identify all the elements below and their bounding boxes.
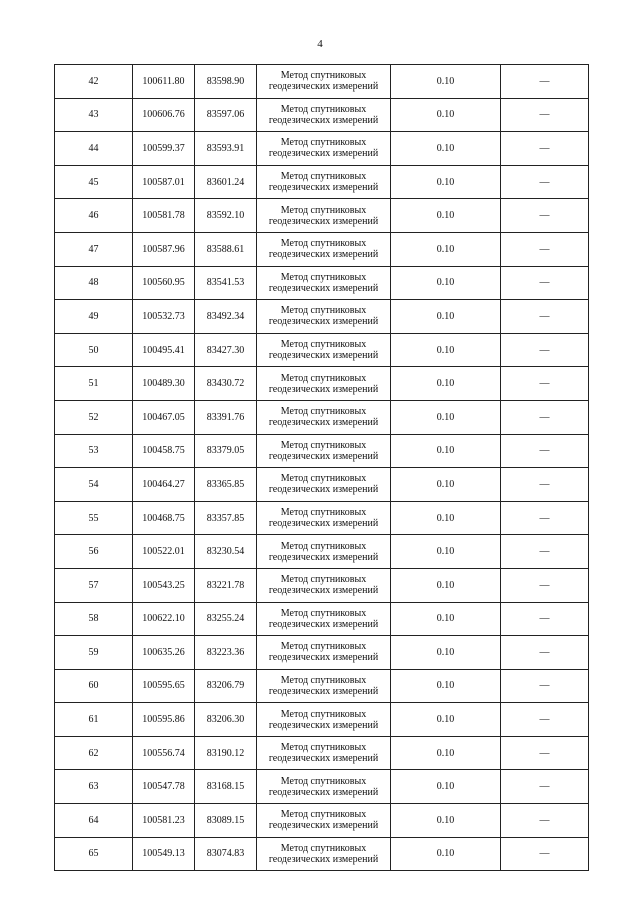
coordinates-table (54, 64, 589, 871)
coordinate-y-cell: 83357.85 (195, 501, 257, 535)
accuracy-cell: 0.10 (391, 501, 501, 535)
table-body (55, 65, 589, 871)
method-cell: Метод спутниковых геодезических измерений (257, 400, 391, 434)
table-row (55, 535, 589, 569)
table-row (55, 568, 589, 602)
note-cell: — (501, 568, 589, 602)
table-row (55, 602, 589, 636)
accuracy-cell: 0.10 (391, 736, 501, 770)
coordinate-x-cell: 100543.25 (133, 568, 195, 602)
table-row (55, 400, 589, 434)
note-cell: — (501, 535, 589, 569)
note-cell: — (501, 266, 589, 300)
coordinate-x-cell: 100606.76 (133, 98, 195, 132)
point-number-cell: 61 (55, 703, 133, 737)
coordinate-y-cell: 83089.15 (195, 804, 257, 838)
note-cell: — (501, 602, 589, 636)
note-cell: — (501, 232, 589, 266)
method-cell: Метод спутниковых геодезических измерений (257, 468, 391, 502)
coordinate-y-cell: 83593.91 (195, 132, 257, 166)
accuracy-cell: 0.10 (391, 703, 501, 737)
point-number-cell: 64 (55, 804, 133, 838)
accuracy-cell: 0.10 (391, 468, 501, 502)
point-number-cell: 56 (55, 535, 133, 569)
note-cell: — (501, 804, 589, 838)
accuracy-cell: 0.10 (391, 232, 501, 266)
accuracy-cell: 0.10 (391, 367, 501, 401)
method-cell: Метод спутниковых геодезических измерений (257, 636, 391, 670)
coordinate-x-cell: 100599.37 (133, 132, 195, 166)
table-row (55, 669, 589, 703)
point-number-cell: 58 (55, 602, 133, 636)
method-cell: Метод спутниковых геодезических измерений (257, 804, 391, 838)
accuracy-cell: 0.10 (391, 434, 501, 468)
method-cell: Метод спутниковых геодезических измерений (257, 300, 391, 334)
page-number: 4 (317, 38, 323, 50)
table-row (55, 165, 589, 199)
note-cell: — (501, 434, 589, 468)
coordinate-y-cell: 83430.72 (195, 367, 257, 401)
note-cell: — (501, 165, 589, 199)
coordinate-x-cell: 100581.23 (133, 804, 195, 838)
coordinate-y-cell: 83592.10 (195, 199, 257, 233)
coordinate-y-cell: 83541.53 (195, 266, 257, 300)
point-number-cell: 65 (55, 837, 133, 871)
accuracy-cell: 0.10 (391, 333, 501, 367)
coordinate-x-cell: 100560.95 (133, 266, 195, 300)
note-cell: — (501, 367, 589, 401)
point-number-cell: 60 (55, 669, 133, 703)
table-row (55, 468, 589, 502)
note-cell: — (501, 703, 589, 737)
note-cell: — (501, 65, 589, 99)
coordinate-x-cell: 100549.13 (133, 837, 195, 871)
method-cell: Метод спутниковых геодезических измерений (257, 165, 391, 199)
point-number-cell: 63 (55, 770, 133, 804)
table-row (55, 199, 589, 233)
accuracy-cell: 0.10 (391, 266, 501, 300)
accuracy-cell: 0.10 (391, 535, 501, 569)
method-cell: Метод спутниковых геодезических измерений (257, 132, 391, 166)
accuracy-cell: 0.10 (391, 804, 501, 838)
accuracy-cell: 0.10 (391, 568, 501, 602)
coordinate-x-cell: 100595.86 (133, 703, 195, 737)
method-cell: Метод спутниковых геодезических измерений (257, 837, 391, 871)
method-cell: Метод спутниковых геодезических измерений (257, 669, 391, 703)
point-number-cell: 59 (55, 636, 133, 670)
coordinate-y-cell: 83206.30 (195, 703, 257, 737)
note-cell: — (501, 770, 589, 804)
accuracy-cell: 0.10 (391, 837, 501, 871)
coordinate-x-cell: 100468.75 (133, 501, 195, 535)
table-row (55, 736, 589, 770)
coordinate-x-cell: 100489.30 (133, 367, 195, 401)
point-number-cell: 45 (55, 165, 133, 199)
coordinate-x-cell: 100611.80 (133, 65, 195, 99)
note-cell: — (501, 636, 589, 670)
method-cell: Метод спутниковых геодезических измерений (257, 199, 391, 233)
coordinate-x-cell: 100522.01 (133, 535, 195, 569)
accuracy-cell: 0.10 (391, 636, 501, 670)
point-number-cell: 52 (55, 400, 133, 434)
coordinate-x-cell: 100635.26 (133, 636, 195, 670)
accuracy-cell: 0.10 (391, 669, 501, 703)
accuracy-cell: 0.10 (391, 132, 501, 166)
coordinate-y-cell: 83168.15 (195, 770, 257, 804)
point-number-cell: 50 (55, 333, 133, 367)
coordinate-x-cell: 100464.27 (133, 468, 195, 502)
note-cell: — (501, 199, 589, 233)
method-cell: Метод спутниковых геодезических измерений (257, 703, 391, 737)
table-row (55, 333, 589, 367)
table-row (55, 770, 589, 804)
table-row (55, 434, 589, 468)
coordinate-y-cell: 83601.24 (195, 165, 257, 199)
coordinate-x-cell: 100467.05 (133, 400, 195, 434)
note-cell: — (501, 669, 589, 703)
accuracy-cell: 0.10 (391, 165, 501, 199)
point-number-cell: 46 (55, 199, 133, 233)
accuracy-cell: 0.10 (391, 98, 501, 132)
point-number-cell: 62 (55, 736, 133, 770)
method-cell: Метод спутниковых геодезических измерений (257, 602, 391, 636)
coordinate-y-cell: 83598.90 (195, 65, 257, 99)
note-cell: — (501, 132, 589, 166)
method-cell: Метод спутниковых геодезических измерений (257, 98, 391, 132)
coordinate-x-cell: 100595.65 (133, 669, 195, 703)
method-cell: Метод спутниковых геодезических измерений (257, 434, 391, 468)
coordinate-y-cell: 83588.61 (195, 232, 257, 266)
note-cell: — (501, 837, 589, 871)
accuracy-cell: 0.10 (391, 300, 501, 334)
coordinate-y-cell: 83427.30 (195, 333, 257, 367)
coordinate-y-cell: 83074.83 (195, 837, 257, 871)
note-cell: — (501, 736, 589, 770)
point-number-cell: 55 (55, 501, 133, 535)
table-row (55, 636, 589, 670)
coordinate-y-cell: 83230.54 (195, 535, 257, 569)
table-row (55, 98, 589, 132)
accuracy-cell: 0.10 (391, 770, 501, 804)
coordinate-y-cell: 83190.12 (195, 736, 257, 770)
point-number-cell: 44 (55, 132, 133, 166)
method-cell: Метод спутниковых геодезических измерений (257, 232, 391, 266)
accuracy-cell: 0.10 (391, 602, 501, 636)
note-cell: — (501, 333, 589, 367)
point-number-cell: 51 (55, 367, 133, 401)
coordinate-y-cell: 83391.76 (195, 400, 257, 434)
coordinate-x-cell: 100587.01 (133, 165, 195, 199)
point-number-cell: 42 (55, 65, 133, 99)
note-cell: — (501, 400, 589, 434)
method-cell: Метод спутниковых геодезических измерений (257, 568, 391, 602)
note-cell: — (501, 468, 589, 502)
coordinate-x-cell: 100547.78 (133, 770, 195, 804)
note-cell: — (501, 300, 589, 334)
accuracy-cell: 0.10 (391, 400, 501, 434)
coordinate-y-cell: 83206.79 (195, 669, 257, 703)
point-number-cell: 48 (55, 266, 133, 300)
method-cell: Метод спутниковых геодезических измерений (257, 65, 391, 99)
point-number-cell: 54 (55, 468, 133, 502)
table-row (55, 837, 589, 871)
point-number-cell: 47 (55, 232, 133, 266)
table-row (55, 300, 589, 334)
method-cell: Метод спутниковых геодезических измерений (257, 266, 391, 300)
coordinate-x-cell: 100581.78 (133, 199, 195, 233)
accuracy-cell: 0.10 (391, 199, 501, 233)
table-row (55, 232, 589, 266)
accuracy-cell: 0.10 (391, 65, 501, 99)
coordinate-y-cell: 83379.05 (195, 434, 257, 468)
coordinate-x-cell: 100458.75 (133, 434, 195, 468)
coordinate-x-cell: 100556.74 (133, 736, 195, 770)
table-row (55, 804, 589, 838)
table-row (55, 703, 589, 737)
coordinate-x-cell: 100532.73 (133, 300, 195, 334)
note-cell: — (501, 98, 589, 132)
point-number-cell: 43 (55, 98, 133, 132)
method-cell: Метод спутниковых геодезических измерений (257, 367, 391, 401)
method-cell: Метод спутниковых геодезических измерений (257, 333, 391, 367)
method-cell: Метод спутниковых геодезических измерений (257, 535, 391, 569)
coordinate-y-cell: 83223.36 (195, 636, 257, 670)
table-row (55, 266, 589, 300)
method-cell: Метод спутниковых геодезических измерений (257, 501, 391, 535)
table-row (55, 65, 589, 99)
coordinate-y-cell: 83492.34 (195, 300, 257, 334)
coordinate-x-cell: 100495.41 (133, 333, 195, 367)
table-row (55, 501, 589, 535)
coordinate-y-cell: 83221.78 (195, 568, 257, 602)
coordinate-y-cell: 83597.06 (195, 98, 257, 132)
point-number-cell: 49 (55, 300, 133, 334)
table-row (55, 132, 589, 166)
point-number-cell: 53 (55, 434, 133, 468)
coordinate-y-cell: 83255.24 (195, 602, 257, 636)
method-cell: Метод спутниковых геодезических измерений (257, 736, 391, 770)
coordinate-x-cell: 100587.96 (133, 232, 195, 266)
table-row (55, 367, 589, 401)
point-number-cell: 57 (55, 568, 133, 602)
method-cell: Метод спутниковых геодезических измерений (257, 770, 391, 804)
coordinate-x-cell: 100622.10 (133, 602, 195, 636)
coordinate-y-cell: 83365.85 (195, 468, 257, 502)
note-cell: — (501, 501, 589, 535)
